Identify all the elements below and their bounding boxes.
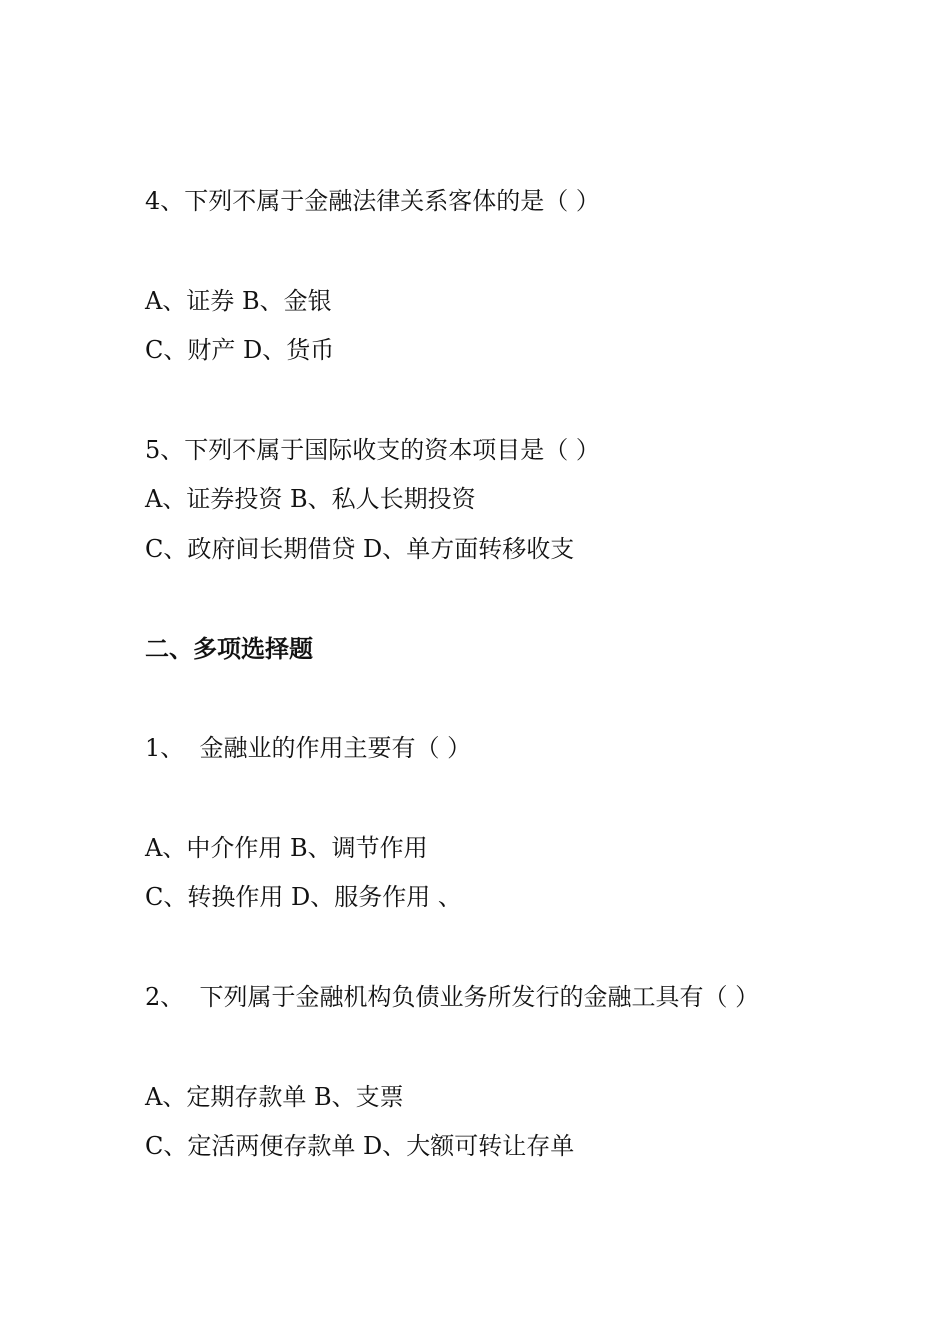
question-4-options-ab: A、证券 B、金银 [145, 287, 332, 315]
question-5-options-ab: A、证券投资 B、私人长期投资 [145, 485, 476, 513]
multi-question-2-stem: 2、 下列属于金融机构负债业务所发行的金融工具有（ ） [145, 983, 760, 1011]
multi-question-1-options-cd: C、转换作用 D、服务作用 、 [145, 883, 462, 911]
question-5-stem: 5、下列不属于国际收支的资本项目是（ ） [145, 436, 600, 464]
question-4-options-cd: C、财产 D、货币 [145, 336, 335, 364]
multi-question-1-options-ab: A、中介作用 B、调节作用 [145, 834, 428, 862]
question-4-stem: 4、下列不属于金融法律关系客体的是（ ） [145, 187, 600, 215]
section-heading: 二、多项选择题 [145, 635, 313, 663]
multi-question-1-stem: 1、 金融业的作用主要有（ ） [145, 734, 472, 762]
multi-question-2-options-cd: C、定活两便存款单 D、大额可转让存单 [145, 1132, 575, 1160]
question-5-options-cd: C、政府间长期借贷 D、单方面转移收支 [145, 535, 575, 563]
multi-question-2-options-ab: A、定期存款单 B、支票 [145, 1083, 404, 1111]
